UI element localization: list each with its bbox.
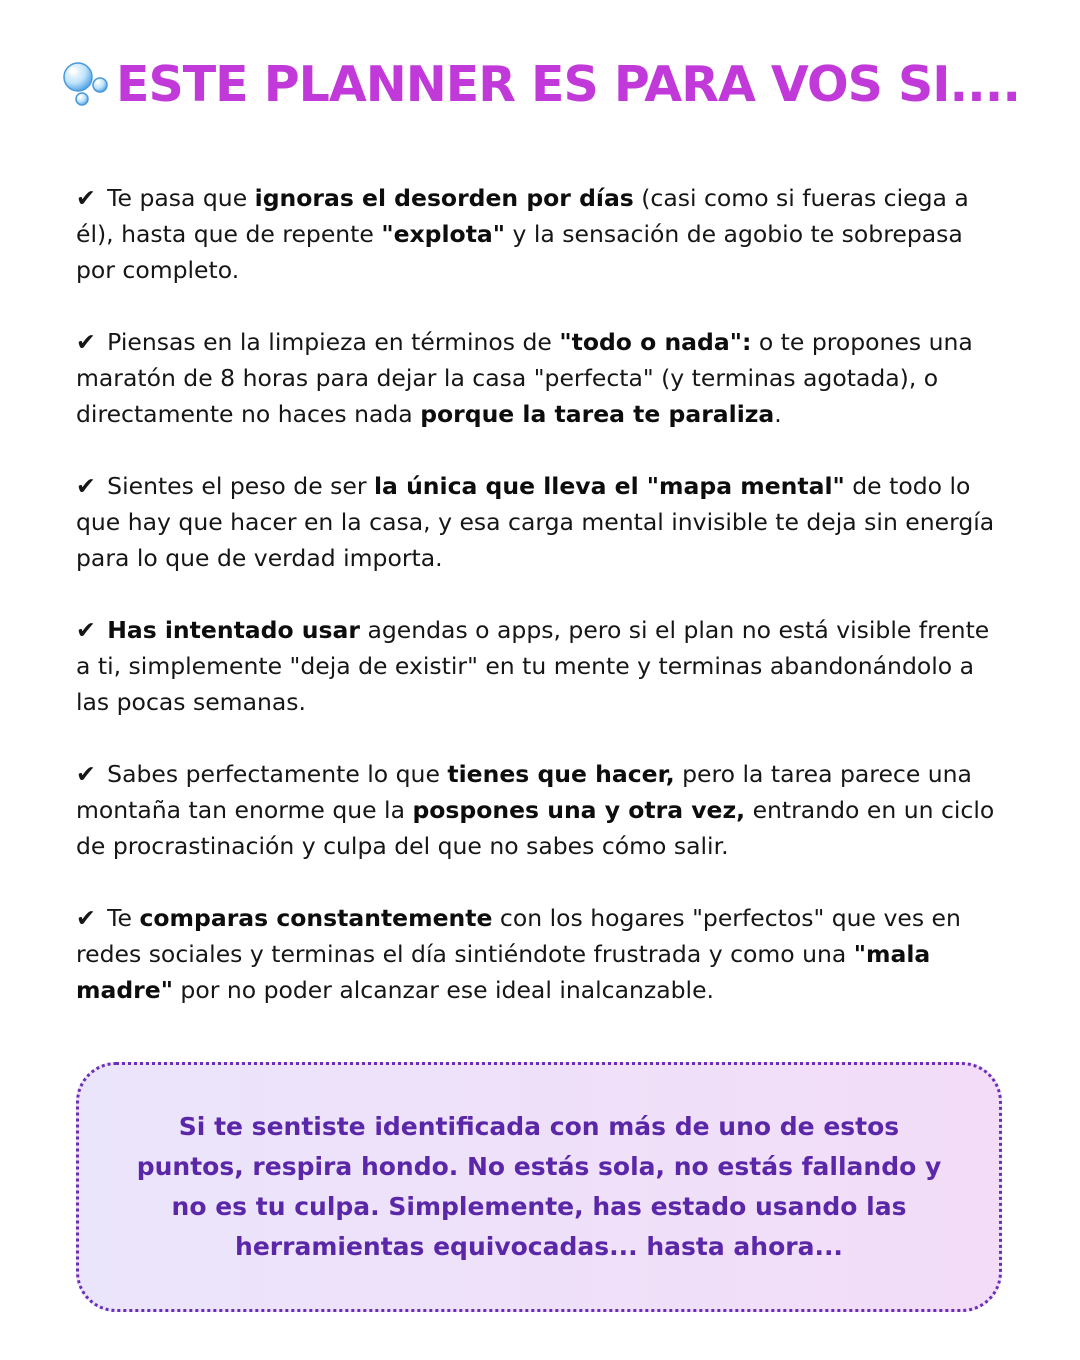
- list-item: [76, 900, 1006, 1008]
- item-emphasis: comparas constantemente: [139, 904, 493, 932]
- item-text: con los hogares "perfectos" que ves en redes sociales y terminas el día sintiéndote frustrada y como una: [76, 904, 961, 968]
- checklist: [76, 180, 1006, 1044]
- item-text: .: [774, 400, 782, 428]
- page-title-text: ESTE PLANNER ES PARA VOS SI....: [116, 56, 1020, 113]
- list-item: [76, 324, 1006, 432]
- item-text: (casi como si fueras ciega a él), hasta que de repente: [76, 184, 969, 248]
- item-emphasis: pospones una y otra vez,: [412, 796, 746, 824]
- item-emphasis: porque la tarea te paraliza: [420, 400, 775, 428]
- list-item: [76, 180, 1006, 288]
- check-icon: ✔: [76, 904, 96, 932]
- item-text: Piensas en la limpieza en términos de: [99, 328, 560, 356]
- item-text: entrando en un ciclo de procrastinación y culpa del que no sabes cómo salir.: [76, 796, 995, 860]
- item-emphasis: la única que lleva el "mapa mental": [373, 472, 845, 500]
- callout-text: Si te sentiste identificada con más de uno de estos puntos, respira hondo. No estás sola, no estás fallando y no es tu culpa. Simplemente, has estado usando las herramientas equivocadas... hasta ahora...: [136, 1112, 942, 1261]
- list-item: [76, 756, 1006, 864]
- check-icon: ✔: [76, 328, 96, 356]
- item-emphasis: Has intentado usar: [107, 616, 360, 644]
- item-text: Te pasa que: [99, 184, 255, 212]
- item-emphasis: "explota": [381, 220, 506, 248]
- check-icon: ✔: [76, 472, 96, 500]
- callout-box: [76, 1062, 1002, 1312]
- item-text: y la sensación de agobio te sobrepasa por completo.: [76, 220, 963, 284]
- page-title: [0, 56, 1080, 113]
- item-text: o te propones una maratón de 8 horas para dejar la casa "perfecta" (y terminas agotada), o directamente no haces nada: [76, 328, 973, 428]
- check-icon: ✔: [76, 184, 96, 212]
- item-text: de todo lo que hay que hacer en la casa, y esa carga mental invisible te deja sin energía para lo que de verdad importa.: [76, 472, 995, 572]
- check-icon: ✔: [76, 616, 96, 644]
- bubbles-icon: [60, 59, 114, 107]
- item-text: pero la tarea parece una montaña tan enorme que la: [76, 760, 972, 824]
- item-emphasis: tienes que hacer,: [447, 760, 675, 788]
- item-emphasis: "todo o nada":: [559, 328, 752, 356]
- item-text: por no poder alcanzar ese ideal inalcanzable.: [172, 976, 714, 1004]
- item-text: Te: [99, 904, 140, 932]
- check-icon: ✔: [76, 760, 96, 788]
- list-item: [76, 612, 1006, 720]
- item-text: agendas o apps, pero si el plan no está visible frente a ti, simplemente "deja de existir" en tu mente y terminas abandonándolo a las pocas semanas.: [76, 616, 990, 716]
- item-text: Sabes perfectamente lo que: [99, 760, 448, 788]
- item-text: Sientes el peso de ser: [99, 472, 374, 500]
- item-emphasis: ignoras el desorden por días: [254, 184, 634, 212]
- item-emphasis: "mala madre": [76, 940, 931, 1004]
- list-item: [76, 468, 1006, 576]
